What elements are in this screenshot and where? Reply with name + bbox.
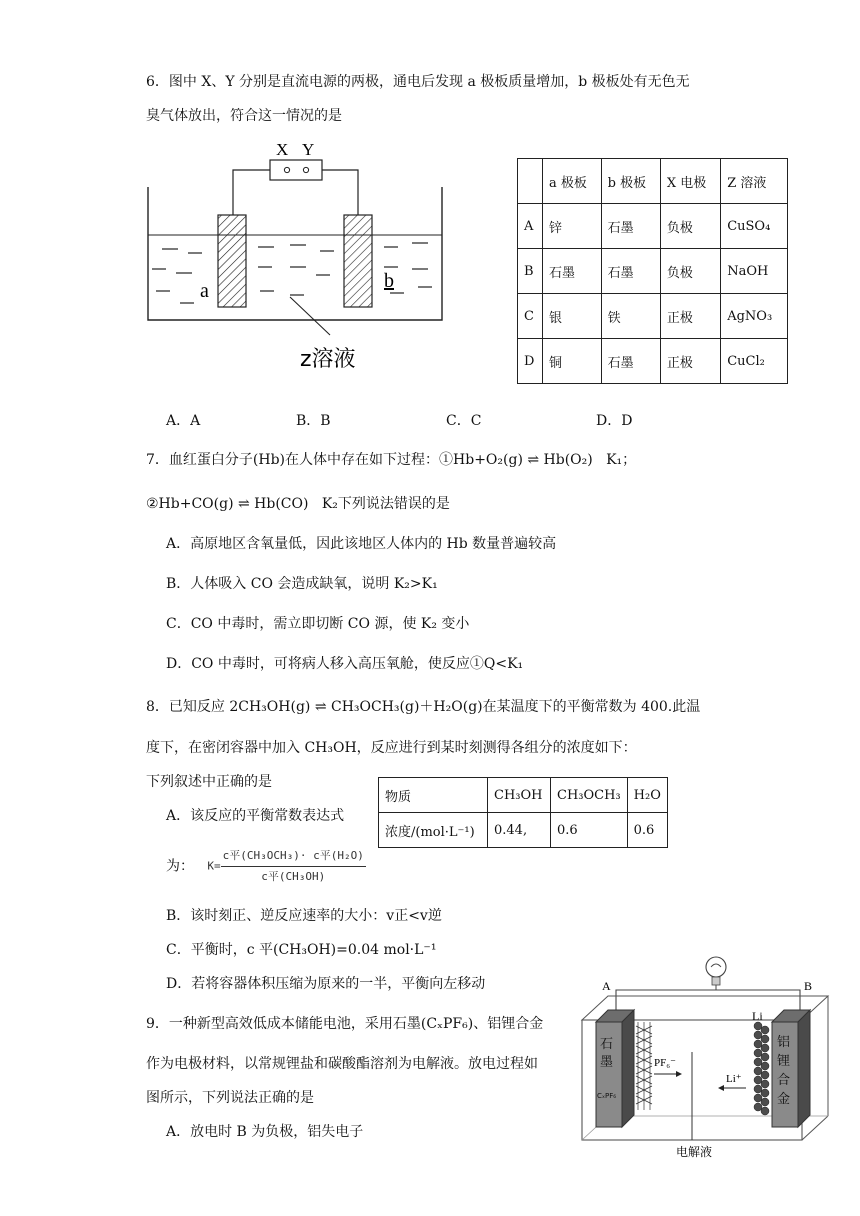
q6-table — [517, 158, 788, 384]
electrolyte-label: 电解液 — [676, 1145, 713, 1159]
electrode-b-label: b — [384, 270, 394, 292]
pf6-label: PF₆⁻ — [654, 1057, 676, 1069]
y-terminal-label: Y — [302, 140, 315, 159]
graphite-mesh — [636, 1022, 652, 1110]
q6-cell: A — [518, 204, 543, 249]
q7-option-c[interactable]: C．CO 中毒时，需立即切断 CO 源，使 K₂ 变小 — [166, 616, 470, 632]
q6-cell: 正极 — [660, 339, 720, 384]
q6-cell: B — [518, 249, 543, 294]
q9-option-a[interactable]: A．放电时 B 为负极，铝失电子 — [166, 1124, 364, 1140]
q6-cell: 银 — [543, 294, 602, 339]
lithium-spheres — [754, 1022, 769, 1115]
x-terminal-label: X — [276, 140, 289, 159]
li-ion-label: Li⁺ — [726, 1073, 742, 1085]
q9-stem-line1: 9．一种新型高效低成本储能电池，采用石墨(CₓPF₆)、铝锂合金 — [146, 1016, 544, 1032]
q7-k1: K₁； — [606, 452, 637, 468]
svg-text:锂: 锂 — [777, 1054, 791, 1069]
q8-option-a-cont — [166, 846, 366, 887]
q6-cell: 铁 — [601, 294, 660, 339]
q9-stem-line2: 作为电极材料，以常规锂盐和碳酸酯溶剂为电解液。放电过程如 — [146, 1056, 538, 1072]
graphite-char-1: 石 — [600, 1037, 614, 1052]
q8-stem-line1: 8．已知反应 2CH₃OH(g) ⇌ CH₃OCH₃(g)＋H₂O(g)在某温度下的平衡常数为 400.此温 — [146, 699, 701, 715]
q6-cell: D — [518, 339, 543, 384]
q8-cell: 浓度/(mol·L⁻¹) — [379, 813, 488, 848]
q6-th-x: X 电极 — [660, 159, 720, 204]
q8-option-c[interactable]: C．平衡时，c 平(CH₃OH)=0.04 mol·L⁻¹ — [166, 942, 437, 958]
q7-k2-text: K₂下列说法错误的是 — [321, 496, 450, 512]
q6-cell: C — [518, 294, 543, 339]
q8-cell: 0.6 — [627, 813, 667, 848]
q7-equation-2: ②Hb+CO(g) ⇌ Hb(CO) — [146, 496, 309, 512]
q7-mid: 在人体中存在如下过程：① — [285, 452, 454, 468]
electrode-a — [218, 215, 246, 307]
q6-cell: 石墨 — [601, 204, 660, 249]
q8-option-b[interactable]: B．该时刻正、逆反应速率的大小：v正<v逆 — [166, 908, 442, 924]
q6-th-a: a 极板 — [543, 159, 602, 204]
li-top-label: Li — [752, 1009, 763, 1023]
q6-cell: 负极 — [660, 249, 720, 294]
q6-th-z: Z 溶液 — [721, 159, 788, 204]
battery-figure — [578, 950, 838, 1165]
q7-stem-line1 — [146, 450, 636, 470]
q6-cell: NaOH — [721, 249, 788, 294]
q6-cell: CuSO₄ — [721, 204, 788, 249]
q8-th-ch3och3: CH₃OCH₃ — [551, 778, 628, 813]
q8-concentration-table — [378, 777, 668, 848]
q8-k-numerator: c平(CH₃OCH₃)· c平(H₂O) — [221, 846, 366, 867]
power-supply-box — [270, 160, 322, 180]
q6-cell: CuCl₂ — [721, 339, 788, 384]
q7-stem-line2 — [146, 494, 450, 514]
q8-option-a[interactable]: A．该反应的平衡常数表达式 — [166, 808, 345, 824]
cxpf6-label: CₓPF₆ — [597, 1092, 617, 1100]
q8-stem-line2: 度下，在密闭容器中加入 CH₃OH，反应进行到某时刻测得各组分的浓度如下： — [146, 740, 637, 756]
q8-option-d[interactable]: D．若将容器体积压缩为原来的一半，平衡向左移动 — [166, 976, 486, 992]
z-solution-label: z溶液 — [300, 347, 356, 372]
q6-option-d[interactable]: D．D — [596, 413, 633, 429]
q8-k-fraction — [221, 846, 366, 887]
svg-text:合: 合 — [777, 1073, 791, 1088]
q8-option-a-label: 为： — [166, 858, 194, 875]
graphite-char-2: 墨 — [600, 1055, 614, 1070]
q9-stem-line3: 图所示，下列说法正确的是 — [146, 1090, 314, 1106]
electrode-a-label: a — [200, 280, 209, 302]
q6-cell: 石墨 — [601, 249, 660, 294]
q6-th-b: b 极板 — [601, 159, 660, 204]
q6-option-a[interactable]: A．A — [166, 413, 201, 429]
q8-th-ch3oh: CH₃OH — [488, 778, 551, 813]
q7-option-d[interactable]: D．CO 中毒时，可将病人移入高压氧舱，使反应①Q<K₁ — [166, 656, 524, 672]
q6-cell: 石墨 — [601, 339, 660, 384]
q7-equation-1: Hb+O₂(g) ⇌ Hb(O₂) — [453, 452, 593, 468]
q6-option-b[interactable]: B．B — [296, 413, 331, 429]
electrode-b — [344, 215, 372, 307]
q6-stem-line2: 臭气体放出，符合这一情况的是 — [146, 108, 342, 124]
q6-cell: 石墨 — [543, 249, 602, 294]
q7-option-b[interactable]: B．人体吸入 CO 会造成缺氧，说明 K₂>K₁ — [166, 576, 438, 592]
q8-k-denominator: c平(CH₃OH) — [261, 870, 326, 883]
q6-cell: 铜 — [543, 339, 602, 384]
q8-th-h2o: H₂O — [627, 778, 667, 813]
q6-th-blank — [518, 159, 543, 204]
q8-cell: 0.6 — [551, 813, 628, 848]
svg-text:铝: 铝 — [777, 1035, 791, 1050]
q6-cell: 正极 — [660, 294, 720, 339]
electrolysis-figure — [140, 135, 450, 380]
q7-option-a[interactable]: A．高原地区含氧量低，因此该地区人体内的 Hb 数量普遍较高 — [166, 536, 557, 552]
terminal-b-label: B — [804, 979, 813, 993]
q6-cell: 负极 — [660, 204, 720, 249]
bulb-icon — [706, 957, 726, 977]
q7-prefix: 7．血红蛋白分子 — [146, 452, 253, 468]
q6-cell: AgNO₃ — [721, 294, 788, 339]
q8-th-substance: 物质 — [379, 778, 488, 813]
q6-cell: 锌 — [543, 204, 602, 249]
terminal-a-label: A — [602, 979, 611, 993]
q8-cell: 0.44, — [488, 813, 551, 848]
q8-stem-line3: 下列叙述中正确的是 — [146, 774, 272, 790]
q8-k-left: K= — [207, 859, 221, 873]
q7-hb: (Hb) — [252, 452, 286, 468]
q6-stem-line1: 6．图中 X、Y 分别是直流电源的两极，通电后发现 a 极板质量增加，b 极板处有无色无 — [146, 74, 690, 90]
q6-option-c[interactable]: C．C — [446, 413, 482, 429]
svg-text:金: 金 — [777, 1092, 791, 1107]
